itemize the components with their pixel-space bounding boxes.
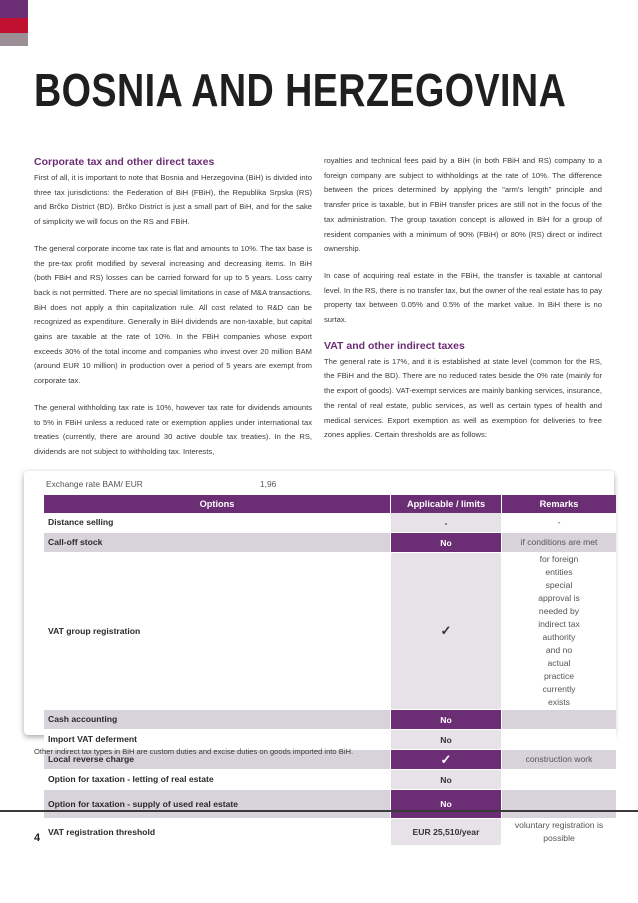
- vat-table: [44, 495, 616, 846]
- paragraph: The general corporate income tax rate is flat and amounts to 10%. The tax base is the pre-tax profit modified by several increasing and decreasing items. In BiH (both FBiH and RS) losses can be carried forward for up to 5 years. Loss carry back is not permitted. There are no special limitations in case of M&A transactions. BiH does not apply a thin capitalization rule. All cost related to R&D can be recognized as expenditure. Generally in BiH dividends are non-taxable, but capital gains are taxable at the rate of 10%. In the FBiH companies whose export exceeds 30% of the total income and companies who invest over 20 million BAM (around EUR 10 million) in production over a period of 5 years are exempt from corporate tax.: [34, 243, 312, 386]
- option-cell: Option for taxation - letting of real estate: [44, 770, 391, 790]
- table-row: [44, 513, 616, 533]
- table-header-row: [44, 495, 616, 513]
- remarks-cell: -: [502, 513, 617, 533]
- exchange-rate-row: [46, 479, 277, 489]
- applicable-cell: No: [391, 533, 502, 553]
- check-mark-icon: ✓: [391, 553, 502, 710]
- applicable-cell: -: [391, 513, 502, 533]
- table-row: [44, 710, 616, 730]
- left-column: [34, 156, 312, 472]
- corporate-tax-heading: Corporate tax and other direct taxes: [34, 156, 215, 168]
- corner-block-purple: [0, 0, 28, 18]
- page-number: 4: [34, 832, 41, 844]
- applicable-cell: No: [391, 790, 502, 819]
- remarks-cell: [502, 710, 617, 730]
- table-row: [44, 770, 616, 790]
- page-title: BOSNIA AND HERZEGOVINA: [34, 64, 567, 116]
- option-cell: Call-off stock: [44, 533, 391, 553]
- option-cell: VAT registration threshold: [44, 819, 391, 846]
- applicable-cell: EUR 25,510/year: [391, 819, 502, 846]
- option-cell: Local reverse charge: [44, 750, 391, 770]
- check-mark-icon: ✓: [391, 750, 502, 770]
- table-row: [44, 819, 616, 846]
- option-cell: Distance selling: [44, 513, 391, 533]
- option-cell: VAT group registration: [44, 553, 391, 710]
- corner-block-grey: [0, 33, 28, 46]
- corner-block-red: [0, 18, 28, 33]
- applicable-cell: No: [391, 730, 502, 750]
- remarks-cell: if conditions are met: [502, 533, 617, 553]
- option-cell: Option for taxation - supply of used real estate: [44, 790, 391, 819]
- applicable-cell: No: [391, 710, 502, 730]
- option-cell: Import VAT deferment: [44, 730, 391, 750]
- remarks-cell: [502, 770, 617, 790]
- remarks-cell: construction work: [502, 750, 617, 770]
- remarks-cell: for foreign entities special approval is needed by indirect tax authority and no actual practice currently exists: [502, 553, 617, 710]
- remarks-cell: [502, 790, 617, 819]
- paragraph: First of all, it is important to note that Bosnia and Herzegovina (BiH) is divided into three tax jurisdictions: the Federation of BiH (FBiH), the Republika Srpska (RS) and Brčko District (BD). Brčko District is just a small part of BiH, and for the sake of simplicity we will focus on the RS and FBiH.: [34, 173, 312, 227]
- exchange-rate-value: 1,96: [260, 479, 277, 489]
- paragraph: royalties and technical fees paid by a BiH (in both FBiH and RS) company to a foreign company are subject to withholdings at the rate of 10%. The difference between the prices determined by applying the "arm's length" principle and transfer price is taxable, but in FBiH transfer prices are still not in the focus of the tax administration. The group taxation concept is allowed in BiH for a group of resident companies with a minimum of 90% (FBiH) or 80% (RS) direct or indirect ownership.: [324, 156, 602, 254]
- right-column: [324, 154, 602, 455]
- exchange-rate-label: Exchange rate BAM/ EUR: [46, 479, 143, 489]
- remarks-cell: [502, 730, 617, 750]
- table-row: [44, 553, 616, 710]
- applicable-cell: No: [391, 770, 502, 790]
- header-remarks: Remarks: [502, 495, 617, 513]
- table-row: [44, 790, 616, 819]
- header-applicable: Applicable / limits: [391, 495, 502, 513]
- footnote: Other indirect tax types in BiH are custom duties and excise duties on goods imported into BiH.: [34, 747, 354, 756]
- remarks-cell: voluntary registration is possible: [502, 819, 617, 846]
- paragraph: The general rate is 17%, and it is established at state level (common for the RS, the FBiH and the BD). There are no reduced rates beside the 0% rate (mainly for the export of goods). VAT-exempt services are mainly banking services, insurance, the rental of real estate, public services, as well as certain types of health and medical services. Export exemption as well as exemption for deliveries to free zones applies. Certain thresholds are as follows:: [324, 356, 602, 440]
- vat-heading: VAT and other indirect taxes: [324, 339, 465, 352]
- paragraph: The general withholding tax rate is 10%, however tax rate for dividends amounts to 5% in FBiH unless a reduced rate or exemption applies under international tax treaties (currently, there are around 30 active double tax treaties). In the RS, dividends are not subject to withholding tax. Interests,: [34, 402, 312, 456]
- paragraph: In case of acquiring real estate in the FBiH, the transfer is taxable at cantonal level. In the RS, there is no transfer tax, but the owner of the real estate has to pay property tax between 0.05% and 0.5% of the market value. In BiH there is no surtax.: [324, 270, 602, 325]
- table-row: [44, 533, 616, 553]
- header-options: Options: [44, 495, 391, 513]
- option-cell: Cash accounting: [44, 710, 391, 730]
- footer-rule: [0, 810, 638, 812]
